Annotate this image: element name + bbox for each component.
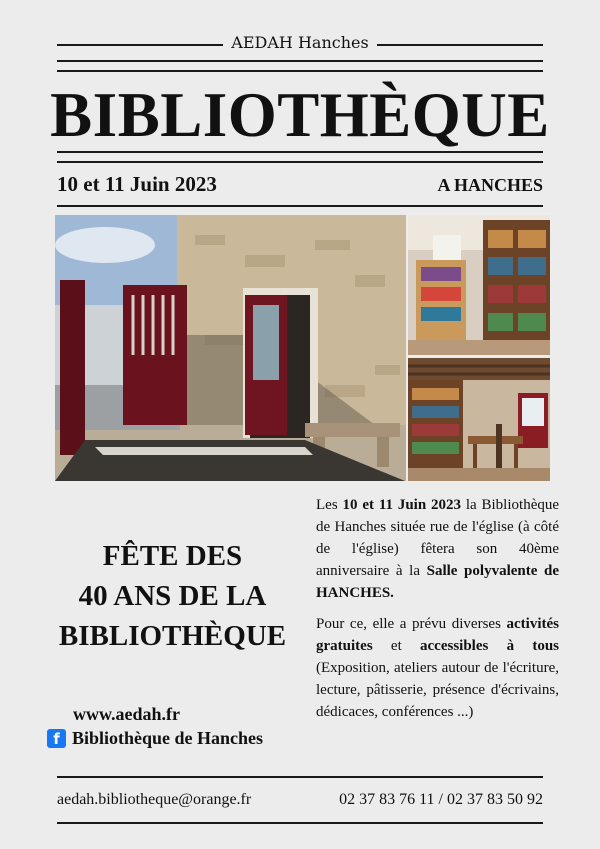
event-description (316, 494, 559, 732)
rule (57, 70, 543, 72)
event-headline (40, 536, 305, 656)
free-activities-highlight: activités gratuites (316, 616, 559, 654)
rule (57, 161, 543, 163)
facebook-label: Bibliothèque de Hanches (72, 728, 264, 748)
venue-highlight: Salle polyvalente de HANCHES. (316, 563, 559, 601)
description-paragraph: Les 10 et 11 Juin 2023 la Bibliothèque de Hanches située rue de l'église (à côté de l'église) fêtera son 40ème anniversaire à la Salle polyvalente de HANCHES. (316, 497, 560, 601)
website-link[interactable]: www.aedah.fr (73, 704, 180, 724)
bookshelves-photo (408, 215, 550, 355)
rule (57, 60, 543, 62)
accessible-highlight: accessibles à tous (420, 638, 560, 654)
rule (57, 205, 543, 207)
reading-room-photo (408, 358, 550, 481)
headline-line: FÊTE DES (102, 540, 243, 572)
page-title: BIBLIOTHÈQUE (50, 80, 550, 150)
library-entrance-photo (55, 215, 406, 481)
organization-name: AEDAH Hanches (0, 33, 600, 53)
headline-line: BIBLIOTHÈQUE (58, 620, 287, 652)
event-date: 10 et 11 Juin 2023 (57, 172, 217, 196)
description-paragraph: Pour ce, elle a prévu diverses activités gratuites et accessibles à tous (Exposition, ateliers autour de l'écriture, lecture, pâtisserie, présence d'écrivains, dédicaces, conférences ...) (316, 616, 560, 720)
facebook-link[interactable] (47, 728, 263, 749)
rule (57, 151, 543, 153)
email-link[interactable]: aedah.bibliotheque@orange.fr (57, 791, 252, 808)
facebook-icon: f (47, 729, 66, 748)
rule (57, 776, 543, 778)
event-location: A HANCHES (437, 175, 543, 195)
phone-numbers: 02 37 83 76 11 / 02 37 83 50 92 (339, 791, 543, 808)
headline-line: 40 ANS DE LA (78, 580, 267, 612)
rule (57, 822, 543, 824)
event-dates-highlight: 10 et 11 Juin 2023 (342, 497, 462, 513)
footer-contact (57, 791, 543, 809)
